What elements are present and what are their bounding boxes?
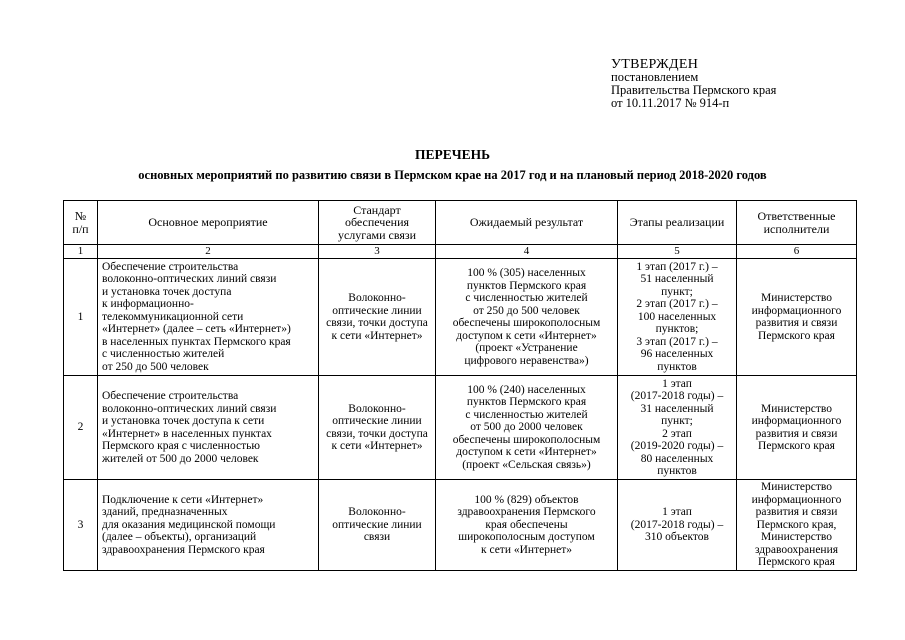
column-number: 5 — [618, 245, 737, 259]
column-number: 4 — [436, 245, 618, 259]
document-subtitle: основных мероприятий по развитию связи в Пермском крае на 2017 год и на плановый период 2018-2020 годов — [138, 168, 767, 182]
row-result: 100 % (829) объектов здравоохранения Пермского края обеспечены широкополосным доступом к сети «Интернет» — [436, 480, 618, 571]
row-number: 2 — [64, 376, 98, 480]
header-activity: Основное мероприятие — [98, 201, 319, 245]
row-activity: Подключение к сети «Интернет» зданий, предназначенных для оказания медицинской помощи (далее – объекты), организаций здравоохранения Пермского края — [98, 480, 319, 571]
column-number: 3 — [319, 245, 436, 259]
table-row — [64, 376, 857, 480]
row-responsible: Министерство информационного развития и связи Пермского края — [737, 259, 857, 376]
activities-table — [63, 200, 857, 571]
row-responsible: Министерство информационного развития и связи Пермского края, Министерство здравоохранения Пермского края — [737, 480, 857, 571]
header-result: Ожидаемый результат — [436, 201, 618, 245]
row-standard: Волоконно- оптические линии связи — [319, 480, 436, 571]
row-stages: 1 этап (2017-2018 годы) – 310 объектов — [618, 480, 737, 571]
approval-line-1: постановлением — [611, 70, 699, 84]
row-standard: Волоконно- оптические линии связи, точки доступа к сети «Интернет» — [319, 376, 436, 480]
row-stages: 1 этап (2017-2018 годы) – 31 населенный пункт; 2 этап (2019-2020 годы) – 80 населенных пунктов — [618, 376, 737, 480]
row-activity: Обеспечение строительства волоконно-оптических линий связи и установка точек доступа к информационно- телекоммуникационной сети «Интернет» (далее – сеть «Интернет») в населенных пунктах Пермского края с численностью жителей от 250 до 500 человек — [98, 259, 319, 376]
row-standard: Волоконно- оптические линии связи, точки доступа к сети «Интернет» — [319, 259, 436, 376]
approval-line-2: Правительства Пермского края — [611, 83, 777, 97]
table-row — [64, 259, 857, 376]
approval-line-3: от 10.11.2017 № 914-п — [611, 96, 730, 110]
table-header-row — [64, 201, 857, 245]
column-number: 1 — [64, 245, 98, 259]
document-title: ПЕРЕЧЕНЬ — [414, 147, 491, 162]
row-stages: 1 этап (2017 г.) – 51 населенный пункт; 2 этап (2017 г.) – 100 населенных пунктов; 3 этап (2017 г.) – 96 населенных пунктов — [618, 259, 737, 376]
row-number: 3 — [64, 480, 98, 571]
column-number: 6 — [737, 245, 857, 259]
column-number: 2 — [98, 245, 319, 259]
header-standard: Стандарт обеспечения услугами связи — [319, 201, 436, 245]
row-result: 100 % (240) населенных пунктов Пермского края с численностью жителей от 500 до 2000 человек обеспечены широкополосным доступом к сети «Интернет» (проект «Сельская связь») — [436, 376, 618, 480]
row-activity: Обеспечение строительства волоконно-оптических линий связи и установка точек доступа к сети «Интернет» в населенных пунктах Пермского края с численностью жителей от 500 до 2000 человек — [98, 376, 319, 480]
row-result: 100 % (305) населенных пунктов Пермского края с численностью жителей от 250 до 500 человек обеспечены широкополосным доступом к сети «Интернет» (проект «Устранение цифрового неравенства») — [436, 259, 618, 376]
header-stages: Этапы реализации — [618, 201, 737, 245]
column-numbers-row — [64, 245, 857, 259]
row-number: 1 — [64, 259, 98, 376]
table-row — [64, 480, 857, 571]
row-responsible: Министерство информационного развития и связи Пермского края — [737, 376, 857, 480]
approval-title: УТВЕРЖДЕН — [611, 57, 699, 72]
header-number: № п/п — [64, 201, 98, 245]
approval-stamp — [611, 58, 776, 110]
header-responsible: Ответственные исполнители — [737, 201, 857, 245]
